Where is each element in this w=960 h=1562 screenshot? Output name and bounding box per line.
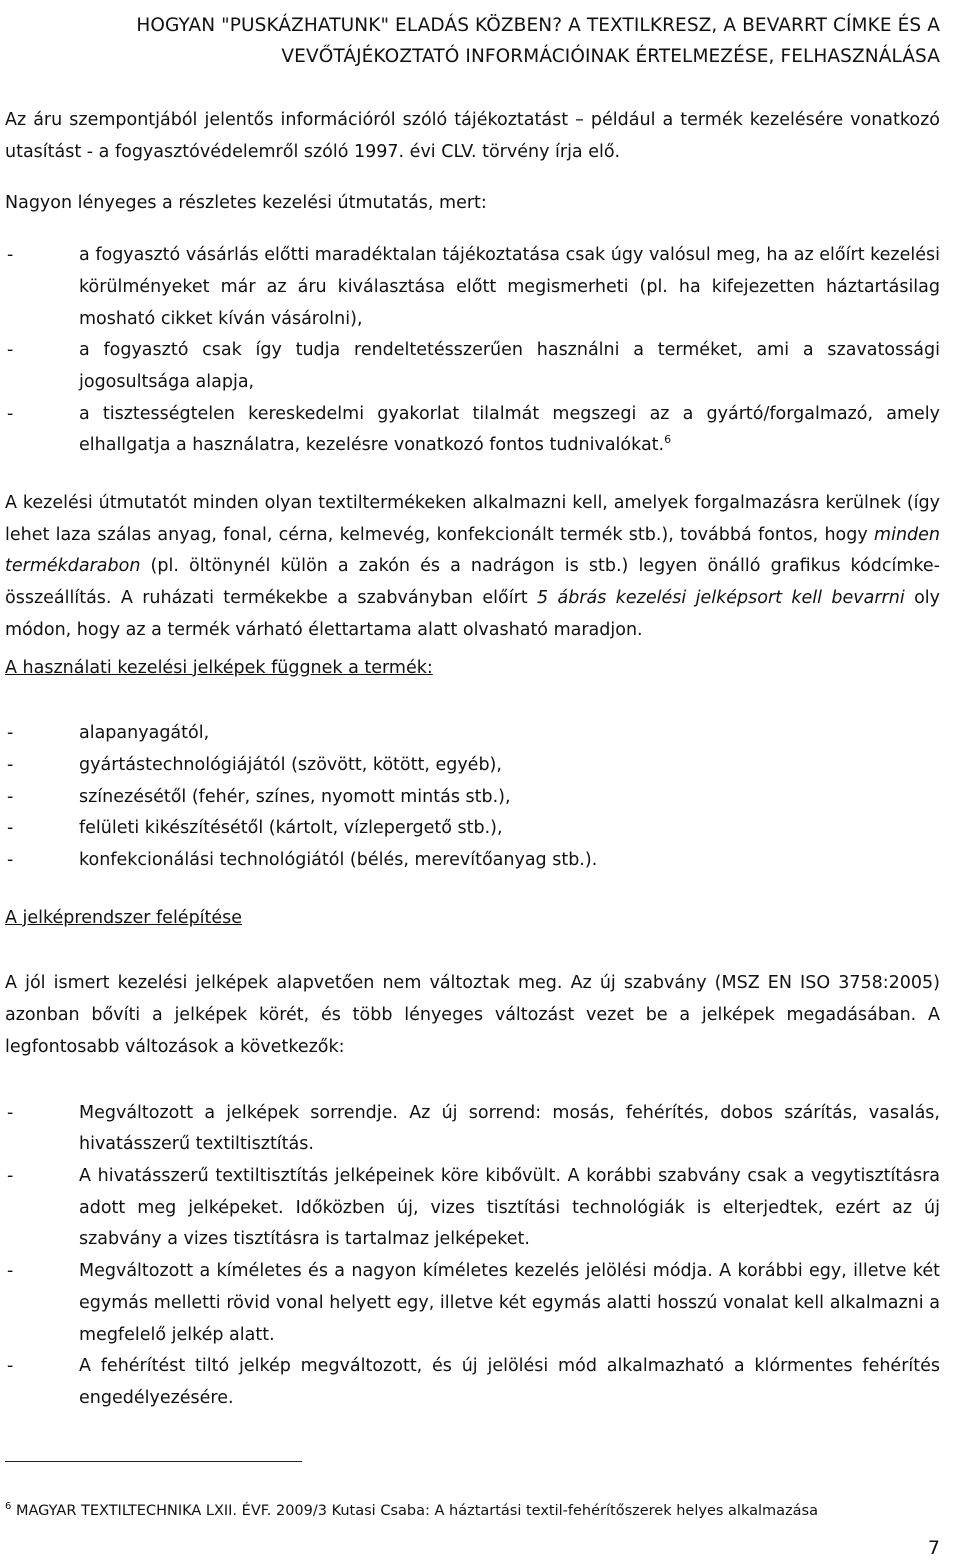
list-item-text: a tisztességtelen kereskedelmi gyakorlat tilalmát megszegi az a gyártó/forgalmazó, amely elhallgatja a használatra, kezelésre vonatkozó fontos tudnivalókat. — [79, 403, 940, 456]
footnote — [5, 1500, 818, 1522]
dash-bullet: - — [7, 1165, 14, 1186]
footnote-text: MAGYAR TEXTILTECHNIKA LXII. ÉVF. 2009/3 Kutasi Csaba: A háztartási textil-fehérítőszerek helyes alkalmazása — [11, 1503, 818, 1519]
guide-emphasis-2: 5 ábrás kezelési jelképsort kell bevarrni — [537, 588, 905, 609]
list-item-text: felületi kikészítésétől (kártolt, vízlepergető stb.), — [79, 818, 503, 839]
list-item-text: A fehérítést tiltó jelkép megváltozott, és új jelölési mód alkalmazható a klórmentes fehérítés engedélyezésére. — [79, 1356, 940, 1408]
list-item — [5, 1161, 940, 1256]
list-item — [5, 240, 940, 335]
page-body — [5, 105, 940, 1415]
dash-bullet: - — [7, 818, 14, 839]
header-line-2: VEVŐTÁJÉKOZTATÓ INFORMÁCIÓINAK ÉRTELMEZÉSE, FELHASZNÁLÁSA — [281, 46, 940, 67]
list-item — [5, 399, 940, 462]
list-item-text: a fogyasztó csak így tudja rendeltetésszerűen használni a terméket, ami a szavatossági jogosultsága alapja, — [79, 340, 940, 392]
list-item-text: színezésétől (fehér, színes, nyomott mintás stb.), — [79, 786, 511, 807]
list-item — [5, 1256, 940, 1351]
dash-bullet: - — [7, 786, 14, 807]
section-heading-dependencies: A használati kezelési jelképek függnek a termék: — [5, 657, 433, 678]
list-item — [5, 782, 940, 814]
running-header — [10, 10, 940, 72]
list-item-text: Megváltozott a jelképek sorrendje. Az új sorrend: mosás, fehérítés, dobos szárítás, vasalás, hivatásszerű textiltisztítás. — [79, 1102, 940, 1155]
list-item — [5, 845, 940, 877]
dash-bullet: - — [7, 1356, 14, 1377]
dash-bullet: - — [7, 403, 14, 424]
list-item — [5, 750, 940, 782]
dash-bullet: - — [7, 723, 14, 744]
guide-text-part-3: oly módon, hogy az a termék várható élettartama alatt olvasható maradjon. — [5, 588, 940, 640]
intro-lead-paragraph: Nagyon lényeges a részletes kezelési útmutatás, mert: — [5, 193, 487, 214]
header-line-1: HOGYAN "PUSKÁZHATUNK" ELADÁS KÖZBEN? A TEXTILKRESZ, A BEVARRT CÍMKE ÉS A — [136, 15, 940, 36]
guide-emphasis-1: minden termékdarabon — [5, 524, 940, 577]
dash-bullet: - — [7, 340, 14, 361]
dash-bullet: - — [7, 850, 14, 871]
list-item-text: a fogyasztó vásárlás előtti maradéktalan tájékoztatása csak úgy valósul meg, ha az előírt kezelési körülményeket már az áru kiválasztása előtt megismerheti (pl. ha kifejezetten háztartásilag mosható cikket kíván vásárolni), — [79, 245, 940, 329]
list-item-text: gyártástechnológiájától (szövött, kötött, egyéb), — [79, 754, 502, 775]
system-paragraph: A jól ismert kezelési jelképek alapvetően nem változtak meg. Az új szabvány (MSZ EN ISO 3758:2005) azonban bővíti a jelképek körét, és több lényeges változást vezet be a jelképek megadásában. A legfontosabb változások a következők: — [5, 973, 940, 1057]
list-item-text: A hivatásszerű textiltisztítás jelképeinek köre kibővült. A korábbi szabvány csak a vegytisztításra adott meg jelképeket. Időközben új, vizes tisztítási technológiák is elterjedtek, ezért az új szabvány a vizes tisztításra is tartalmaz jelképeket. — [79, 1165, 940, 1250]
page-number: 7 — [927, 1537, 940, 1559]
footnote-reference[interactable]: 6 — [664, 433, 672, 447]
changes-list — [5, 1098, 940, 1415]
footnote-number: 6 — [5, 1501, 12, 1513]
list-item — [5, 1098, 940, 1161]
dash-bullet: - — [7, 245, 14, 266]
dependencies-list — [5, 718, 940, 877]
guide-text-part-1: A kezelési útmutatót minden olyan textiltermékeken alkalmazni kell, amelyek forgalmazásra kerülnek (így lehet laza szálas anyag, fonal, cérna, kelmevég, konfekcionált termék stb.), továbbá fontos, hogy — [5, 493, 940, 545]
list-item — [5, 1351, 940, 1414]
dash-bullet: - — [7, 754, 14, 775]
dash-bullet: - — [7, 1261, 14, 1282]
footnote-separator — [5, 1461, 302, 1462]
list-item — [5, 813, 940, 845]
guide-text-part-2: (pl. öltönynél külön a zakón és a nadrágon is stb.) legyen önálló grafikus kódcímke-összeállítás. A ruházati termékekbe a szabványban előírt — [5, 556, 940, 609]
list-item-text: alapanyagától, — [79, 723, 210, 744]
guide-paragraph — [5, 488, 940, 647]
list-item-text: konfekcionálási technológiától (bélés, merevítőanyag stb.). — [79, 850, 598, 871]
section-heading-system: A jelképrendszer felépítése — [5, 907, 243, 928]
dash-bullet: - — [7, 1102, 14, 1123]
reasons-list — [5, 240, 940, 462]
list-item — [5, 718, 940, 750]
list-item — [5, 335, 940, 398]
list-item-text: Megváltozott a kíméletes és a nagyon kíméletes kezelés jelölési módja. A korábbi egy, illetve két egymás melletti rövid vonal helyett egy, illetve két egymás alatti hosszú vonalat kell alkalmazni a megfelelő jelkép alatt. — [79, 1261, 940, 1345]
intro-paragraph: Az áru szempontjából jelentős információról szóló tájékoztatást – például a termék kezelésére vonatkozó utasítást - a fogyasztóvédelemről szóló 1997. évi CLV. törvény írja elő. — [5, 110, 940, 162]
